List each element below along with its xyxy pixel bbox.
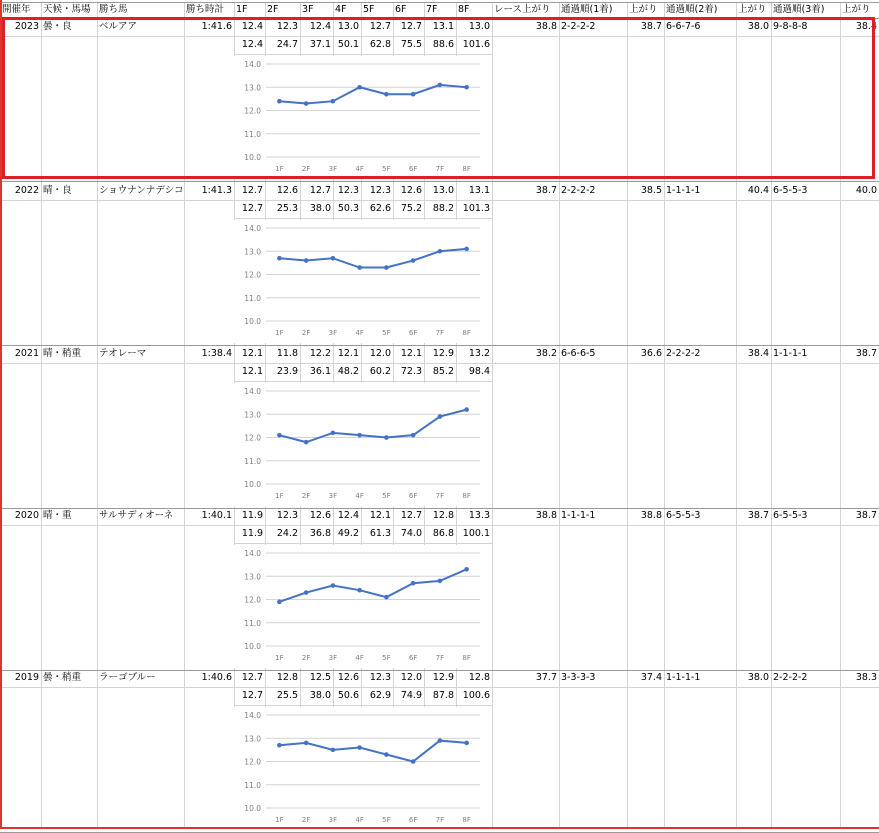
column-header[interactable]: 通過順(1着): [561, 4, 613, 15]
year-cell[interactable]: 2021: [14, 348, 39, 359]
lap-time-chart[interactable]: [234, 545, 492, 668]
y-tick-label: 10.0: [244, 642, 261, 651]
x-tick-label: 3F: [328, 492, 338, 500]
last-3f-cell[interactable]: 38.0: [747, 672, 769, 683]
data-point: [304, 258, 309, 263]
cumulative-cell[interactable]: 88.6: [432, 39, 454, 50]
winner-cell[interactable]: ベルアア: [99, 21, 138, 32]
last-3f-cell[interactable]: 37.4: [640, 672, 662, 683]
time-cell[interactable]: 1:38.4: [201, 348, 232, 359]
data-point: [357, 745, 362, 750]
y-tick-label: 13.0: [244, 572, 261, 582]
lap-cell[interactable]: 12.1: [337, 348, 359, 359]
x-tick-label: 6F: [408, 329, 418, 337]
data-point: [277, 743, 282, 748]
lap-time-chart[interactable]: [234, 220, 492, 343]
y-tick-label: 11.0: [244, 293, 261, 303]
winner-cell[interactable]: ショウナンナデシコ: [99, 185, 184, 196]
cumulative-cell[interactable]: 48.2: [337, 366, 359, 377]
lap-cell[interactable]: 12.7: [400, 510, 422, 521]
race-last-cell[interactable]: 38.8: [535, 510, 557, 521]
x-tick-label: 2F: [301, 329, 311, 337]
x-tick-label: 7F: [435, 165, 445, 173]
lap-time-chart[interactable]: [234, 383, 492, 506]
column-header[interactable]: 5F: [363, 4, 375, 15]
y-tick-label: 13.0: [244, 83, 261, 93]
lap-cell[interactable]: 13.0: [432, 185, 454, 196]
cumulative-cell[interactable]: 85.2: [432, 366, 454, 377]
time-cell[interactable]: 1:40.6: [201, 672, 232, 683]
column-header[interactable]: 3F: [302, 4, 314, 15]
cumulative-cell[interactable]: 62.8: [369, 39, 391, 50]
cumulative-cell[interactable]: 74.0: [400, 528, 422, 539]
passing-order-cell[interactable]: 6-5-5-3: [666, 510, 701, 521]
cumulative-cell[interactable]: 23.9: [276, 366, 298, 377]
gridline-horizontal: [234, 543, 492, 544]
cumulative-cell[interactable]: 24.7: [276, 39, 298, 50]
condition-cell[interactable]: 晴・良: [43, 185, 72, 196]
cumulative-cell[interactable]: 75.2: [400, 203, 422, 214]
cumulative-cell[interactable]: 12.4: [241, 39, 263, 50]
last-3f-cell[interactable]: 38.7: [855, 348, 877, 359]
cumulative-cell[interactable]: 87.8: [432, 690, 454, 701]
passing-order-cell[interactable]: 2-2-2-2: [666, 348, 701, 359]
data-point: [304, 590, 309, 595]
data-point: [411, 258, 416, 263]
lap-cell[interactable]: 12.1: [241, 348, 263, 359]
cumulative-cell[interactable]: 50.3: [337, 203, 359, 214]
cumulative-cell[interactable]: 37.1: [309, 39, 331, 50]
data-point: [304, 741, 309, 746]
data-point: [277, 600, 282, 605]
lap-cell[interactable]: 11.9: [241, 510, 263, 521]
data-point: [411, 433, 416, 438]
x-tick-label: 4F: [355, 654, 364, 662]
x-tick-label: 1F: [275, 654, 284, 662]
x-tick-label: 3F: [328, 816, 338, 824]
x-tick-label: 7F: [435, 654, 445, 662]
race-last-cell[interactable]: 37.7: [535, 672, 557, 683]
last-3f-cell[interactable]: 38.5: [640, 185, 662, 196]
y-tick-label: 13.0: [244, 247, 261, 257]
gridline-horizontal: [234, 218, 492, 219]
data-point: [384, 265, 389, 270]
lap-cell[interactable]: 12.6: [337, 672, 359, 683]
data-point: [464, 407, 469, 412]
cumulative-cell[interactable]: 88.2: [432, 203, 454, 214]
x-tick-label: 5F: [382, 329, 391, 337]
last-3f-cell[interactable]: 38.7: [640, 21, 662, 32]
lap-cell[interactable]: 12.6: [276, 185, 298, 196]
x-tick-label: 4F: [355, 165, 364, 173]
x-tick-label: 8F: [462, 329, 471, 337]
x-tick-label: 4F: [355, 816, 364, 824]
x-tick-label: 1F: [275, 165, 284, 173]
lap-cell[interactable]: 12.2: [309, 348, 331, 359]
lap-cell[interactable]: 12.4: [309, 21, 331, 32]
x-tick-label: 5F: [382, 654, 391, 662]
lap-cell[interactable]: 12.1: [369, 510, 391, 521]
cumulative-cell[interactable]: 86.8: [432, 528, 454, 539]
cumulative-cell[interactable]: 50.1: [337, 39, 359, 50]
lap-cell[interactable]: 12.0: [400, 672, 422, 683]
x-tick-label: 5F: [382, 816, 391, 824]
x-tick-label: 3F: [328, 165, 338, 173]
lap-cell[interactable]: 12.3: [369, 185, 391, 196]
passing-order-cell[interactable]: 6-6-7-6: [666, 21, 701, 32]
x-tick-label: 7F: [435, 816, 445, 824]
y-tick-label: 11.0: [244, 456, 261, 466]
winner-cell[interactable]: ラーゴブルー: [99, 672, 156, 683]
column-header[interactable]: 勝ち馬: [99, 4, 128, 15]
passing-order-cell[interactable]: 2-2-2-2: [561, 185, 596, 196]
y-tick-label: 13.0: [244, 410, 261, 420]
x-tick-label: 5F: [382, 165, 391, 173]
gridline-horizontal: [234, 705, 492, 706]
cumulative-cell[interactable]: 50.6: [337, 690, 359, 701]
last-3f-cell[interactable]: 40.0: [855, 185, 877, 196]
data-point: [464, 741, 469, 746]
passing-order-cell[interactable]: 6-6-6-5: [561, 348, 596, 359]
cumulative-cell[interactable]: 100.1: [462, 528, 490, 539]
x-tick-label: 4F: [355, 492, 364, 500]
lap-time-chart-svg: [234, 383, 492, 506]
data-point: [438, 414, 443, 419]
winner-cell[interactable]: テオレーマ: [99, 348, 147, 359]
lap-cell[interactable]: 12.7: [369, 21, 391, 32]
cumulative-cell[interactable]: 101.3: [462, 203, 490, 214]
x-tick-label: 2F: [301, 165, 311, 173]
last-3f-cell[interactable]: 40.4: [747, 185, 769, 196]
data-point: [357, 588, 362, 593]
passing-order-cell[interactable]: 6-5-5-3: [773, 185, 808, 196]
cumulative-cell[interactable]: 12.7: [241, 690, 263, 701]
passing-order-cell[interactable]: 1-1-1-1: [773, 348, 808, 359]
data-point: [357, 265, 362, 270]
y-tick-label: 12.0: [244, 270, 261, 280]
y-tick-label: 12.0: [244, 106, 261, 116]
data-point: [331, 583, 336, 588]
lap-time-chart-svg: [234, 707, 492, 830]
last-3f-cell[interactable]: 38.8: [640, 510, 662, 521]
lap-cell[interactable]: 13.0: [337, 21, 359, 32]
cumulative-cell[interactable]: 38.0: [309, 203, 331, 214]
lap-cell[interactable]: 12.7: [309, 185, 331, 196]
lap-cell[interactable]: 12.4: [337, 510, 359, 521]
cumulative-cell[interactable]: 12.7: [241, 203, 263, 214]
y-tick-label: 14.0: [244, 711, 261, 720]
lap-cell[interactable]: 12.7: [241, 672, 263, 683]
x-tick-label: 8F: [462, 654, 471, 662]
x-tick-label: 1F: [275, 329, 284, 337]
y-tick-label: 11.0: [244, 780, 261, 790]
y-tick-label: 14.0: [244, 387, 261, 396]
lap-cell[interactable]: 12.7: [241, 185, 263, 196]
column-header[interactable]: 勝ち時計: [186, 4, 225, 15]
lap-cell[interactable]: 12.0: [369, 348, 391, 359]
time-cell[interactable]: 1:40.1: [201, 510, 232, 521]
y-tick-label: 11.0: [244, 129, 261, 139]
last-3f-cell[interactable]: 38.4: [747, 348, 769, 359]
y-tick-label: 14.0: [244, 224, 261, 233]
condition-cell[interactable]: 晴・重: [43, 510, 72, 521]
data-point: [438, 579, 443, 584]
lap-cell[interactable]: 13.0: [468, 21, 490, 32]
x-tick-label: 8F: [462, 165, 471, 173]
lap-cell[interactable]: 13.1: [432, 21, 454, 32]
lap-cell[interactable]: 12.1: [400, 348, 422, 359]
selection-highlight-box: [2, 17, 875, 179]
cumulative-cell[interactable]: 11.9: [241, 528, 263, 539]
lap-cell[interactable]: 13.1: [468, 185, 490, 196]
cumulative-cell[interactable]: 61.3: [369, 528, 391, 539]
x-tick-label: 7F: [435, 492, 445, 500]
x-tick-label: 7F: [435, 329, 445, 337]
lap-cell[interactable]: 12.4: [241, 21, 263, 32]
race-last-cell[interactable]: 38.7: [535, 185, 557, 196]
time-cell[interactable]: 1:41.6: [201, 21, 232, 32]
passing-order-cell[interactable]: 1-1-1-1: [561, 510, 596, 521]
lap-cell[interactable]: 12.9: [432, 672, 454, 683]
cumulative-cell[interactable]: 100.6: [462, 690, 490, 701]
year-cell[interactable]: 2020: [14, 510, 39, 521]
y-tick-label: 12.0: [244, 757, 261, 767]
x-tick-label: 1F: [275, 492, 284, 500]
y-tick-label: 14.0: [244, 549, 261, 558]
lap-cell[interactable]: 12.3: [276, 21, 298, 32]
cumulative-cell[interactable]: 72.3: [400, 366, 422, 377]
y-tick-label: 12.0: [244, 595, 261, 605]
last-3f-cell[interactable]: 38.3: [855, 672, 877, 683]
lap-cell[interactable]: 12.3: [276, 510, 298, 521]
lap-cell[interactable]: 13.3: [468, 510, 490, 521]
x-tick-label: 6F: [408, 654, 418, 662]
lap-cell[interactable]: 13.2: [468, 348, 490, 359]
y-tick-label: 11.0: [244, 618, 261, 628]
column-header[interactable]: 上がり: [738, 4, 767, 15]
passing-order-cell[interactable]: 1-1-1-1: [666, 672, 701, 683]
lap-time-chart[interactable]: [234, 707, 492, 830]
passing-order-cell[interactable]: 2-2-2-2: [561, 21, 596, 32]
data-point: [304, 440, 309, 445]
x-tick-label: 2F: [301, 816, 311, 824]
cumulative-cell[interactable]: 75.5: [400, 39, 422, 50]
x-tick-label: 2F: [301, 492, 311, 500]
column-header[interactable]: 8F: [458, 4, 470, 15]
lap-cell[interactable]: 12.6: [309, 510, 331, 521]
data-point: [438, 738, 443, 743]
race-last-cell[interactable]: 38.8: [535, 21, 557, 32]
data-point: [331, 431, 336, 436]
x-tick-label: 6F: [408, 492, 418, 500]
y-tick-label: 10.0: [244, 317, 261, 326]
lap-time-chart-svg: [234, 220, 492, 343]
x-tick-label: 4F: [355, 329, 364, 337]
data-point: [438, 249, 443, 254]
y-tick-label: 13.0: [244, 734, 261, 744]
column-header[interactable]: 上がり: [629, 4, 658, 15]
race-last-cell[interactable]: 38.2: [535, 348, 557, 359]
data-point: [464, 247, 469, 252]
column-header[interactable]: 開催年: [2, 4, 31, 15]
passing-order-cell[interactable]: 2-2-2-2: [773, 672, 808, 683]
cumulative-cell[interactable]: 25.5: [276, 690, 298, 701]
cumulative-cell[interactable]: 38.0: [309, 690, 331, 701]
series-line: [279, 569, 466, 602]
column-header[interactable]: 通過順(3着): [773, 4, 825, 15]
cumulative-cell[interactable]: 98.4: [468, 366, 490, 377]
data-point: [331, 748, 336, 753]
cumulative-cell[interactable]: 60.2: [369, 366, 391, 377]
cumulative-cell[interactable]: 62.6: [369, 203, 391, 214]
year-cell[interactable]: 2019: [14, 672, 39, 683]
cumulative-cell[interactable]: 62.9: [369, 690, 391, 701]
lap-cell[interactable]: 12.3: [369, 672, 391, 683]
data-point: [411, 581, 416, 586]
cumulative-cell[interactable]: 36.8: [309, 528, 331, 539]
column-header[interactable]: 通過順(2着): [666, 4, 718, 15]
last-3f-cell[interactable]: 38.7: [855, 510, 877, 521]
x-tick-label: 5F: [382, 492, 391, 500]
winner-cell[interactable]: サルサディオーネ: [99, 510, 174, 521]
x-tick-label: 6F: [408, 165, 418, 173]
condition-cell[interactable]: 晴・稍重: [43, 348, 82, 359]
x-tick-label: 1F: [275, 816, 284, 824]
lap-cell[interactable]: 12.5: [309, 672, 331, 683]
lap-cell[interactable]: 12.3: [337, 185, 359, 196]
y-tick-label: 12.0: [244, 433, 261, 443]
data-point: [277, 433, 282, 438]
lap-cell[interactable]: 12.8: [468, 672, 490, 683]
x-tick-label: 8F: [462, 816, 471, 824]
lap-time-chart-svg: [234, 545, 492, 668]
year-cell[interactable]: 2023: [14, 21, 39, 32]
column-header[interactable]: 6F: [395, 4, 407, 15]
data-point: [384, 435, 389, 440]
y-tick-label: 10.0: [244, 153, 261, 162]
x-tick-label: 3F: [328, 329, 338, 337]
data-point: [384, 752, 389, 757]
data-point: [411, 759, 416, 764]
data-point: [277, 256, 282, 261]
condition-cell[interactable]: 曇・良: [43, 21, 72, 32]
last-3f-cell[interactable]: 38.7: [747, 510, 769, 521]
data-point: [331, 256, 336, 261]
gridline-horizontal: [234, 381, 492, 382]
passing-order-cell[interactable]: 6-5-5-3: [773, 510, 808, 521]
data-point: [384, 595, 389, 600]
passing-order-cell[interactable]: 3-3-3-3: [561, 672, 596, 683]
lap-cell[interactable]: 11.8: [276, 348, 298, 359]
data-point: [464, 567, 469, 572]
last-3f-cell[interactable]: 38.0: [747, 21, 769, 32]
year-cell[interactable]: 2022: [14, 185, 39, 196]
x-tick-label: 3F: [328, 654, 338, 662]
cumulative-cell[interactable]: 12.1: [241, 366, 263, 377]
column-header[interactable]: 1F: [236, 4, 248, 15]
column-header[interactable]: 2F: [267, 4, 279, 15]
gridline-horizontal: [0, 181, 879, 182]
last-3f-cell[interactable]: 36.6: [640, 348, 662, 359]
cumulative-cell[interactable]: 74.9: [400, 690, 422, 701]
y-tick-label: 10.0: [244, 480, 261, 489]
last-3f-cell[interactable]: 38.4: [855, 21, 877, 32]
cumulative-cell[interactable]: 24.2: [276, 528, 298, 539]
condition-cell[interactable]: 曇・稍重: [43, 672, 82, 683]
x-tick-label: 2F: [301, 654, 311, 662]
lap-cell[interactable]: 12.7: [400, 21, 422, 32]
cumulative-cell[interactable]: 101.6: [462, 39, 490, 50]
lap-cell[interactable]: 12.9: [432, 348, 454, 359]
column-header[interactable]: 4F: [335, 4, 347, 15]
y-tick-label: 14.0: [244, 60, 261, 69]
column-header[interactable]: 天候・馬場: [43, 4, 91, 15]
passing-order-cell[interactable]: 9-8-8-8: [773, 21, 808, 32]
time-cell[interactable]: 1:41.3: [201, 185, 232, 196]
column-header[interactable]: 上がり: [842, 4, 871, 15]
passing-order-cell[interactable]: 1-1-1-1: [666, 185, 701, 196]
x-tick-label: 6F: [408, 816, 418, 824]
lap-cell[interactable]: 12.6: [400, 185, 422, 196]
lap-cell[interactable]: 12.8: [276, 672, 298, 683]
y-tick-label: 10.0: [244, 804, 261, 813]
column-header[interactable]: レース上がり: [494, 4, 551, 15]
cumulative-cell[interactable]: 49.2: [337, 528, 359, 539]
x-tick-label: 8F: [462, 492, 471, 500]
cumulative-cell[interactable]: 25.3: [276, 203, 298, 214]
lap-cell[interactable]: 12.8: [432, 510, 454, 521]
data-point: [357, 433, 362, 438]
column-header[interactable]: 7F: [426, 4, 438, 15]
cumulative-cell[interactable]: 36.1: [309, 366, 331, 377]
